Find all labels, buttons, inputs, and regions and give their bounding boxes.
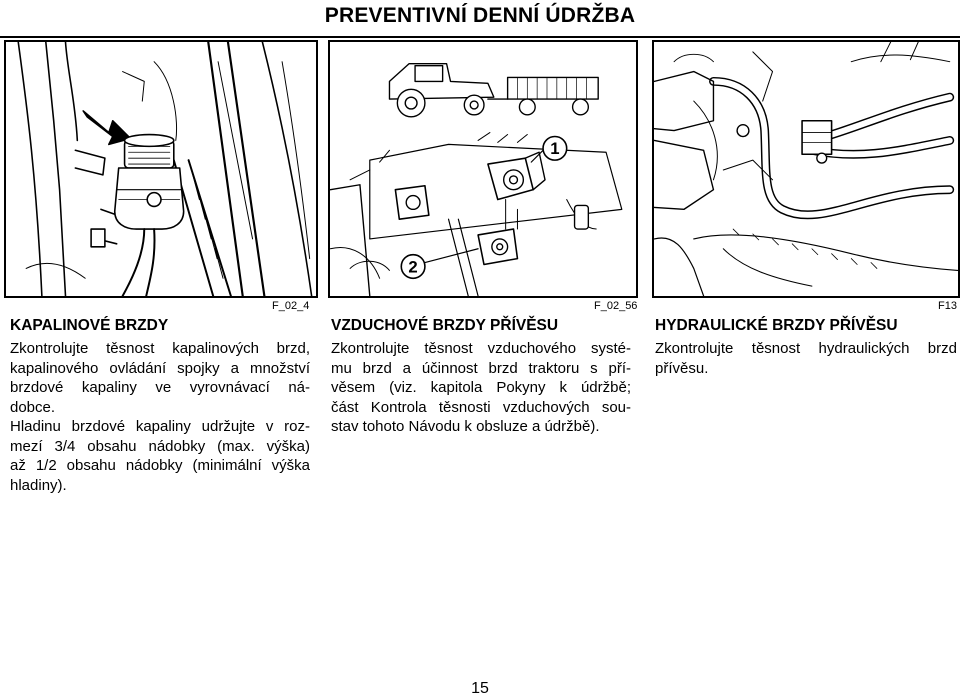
text-line: hladiny). — [10, 476, 67, 494]
text-line: stav tohoto Návodu k obsluze a údržbě). — [331, 418, 600, 435]
text-line: Zkontrolujte těsnost hydraulických brzd — [655, 340, 957, 357]
text-line: mu brzd a účinnost brzd traktoru s pří- — [331, 359, 631, 377]
callout-1: 1 — [550, 139, 560, 159]
page-number: 15 — [471, 680, 489, 697]
header-divider — [0, 36, 960, 38]
text-line: věsem (viz. kapitola Pokyny k údržbě; — [331, 379, 631, 396]
text-line: Hladinu brzdové kapaliny udržujte v roz- — [10, 418, 310, 435]
figure-code: F_02_56 — [594, 300, 638, 312]
section-fluid-brakes — [10, 316, 310, 495]
text-line: brzdové kapaliny ve vyrovnávací ná- — [10, 379, 310, 396]
text-line: přívěsu. — [655, 359, 709, 377]
text-line: Zkontrolujte těsnost vzduchového systé- — [331, 340, 631, 357]
section-body — [331, 339, 631, 437]
figure-code: F_02_4 — [272, 300, 310, 312]
page-title: PREVENTIVNÍ DENNÍ ÚDRŽBA — [324, 4, 636, 27]
section-title: KAPALINOVÉ BRZDY — [10, 317, 169, 334]
text-line: část Kontrola těsnosti vzduchových sou- — [331, 398, 631, 416]
text-line: kapalinového ovládání spojky a množství — [10, 359, 310, 377]
section-body — [655, 339, 957, 378]
text-line: Zkontrolujte těsnost kapalinových brzd, — [10, 340, 310, 357]
figure-code: F13 — [938, 300, 957, 312]
section-body — [10, 339, 310, 495]
section-title: HYDRAULICKÉ BRZDY PŘÍVĚSU — [655, 317, 898, 334]
text-line: až 1/2 obsahu nádobky (minimální výška — [10, 457, 310, 474]
text-line: dobce. — [10, 398, 56, 416]
brake-fluid-reservoir-illustration — [4, 40, 318, 298]
hydraulic-trailer-brake-illustration — [652, 40, 960, 298]
text-line: mezí 3/4 obsahu nádobky (max. výška) — [10, 437, 310, 455]
section-title: VZDUCHOVÉ BRZDY PŘÍVĚSU — [331, 317, 559, 334]
section-hydraulic-brakes — [655, 316, 957, 378]
air-brake-couplings-illustration — [328, 40, 638, 298]
section-air-brakes — [331, 316, 631, 437]
callout-2: 2 — [408, 257, 418, 277]
